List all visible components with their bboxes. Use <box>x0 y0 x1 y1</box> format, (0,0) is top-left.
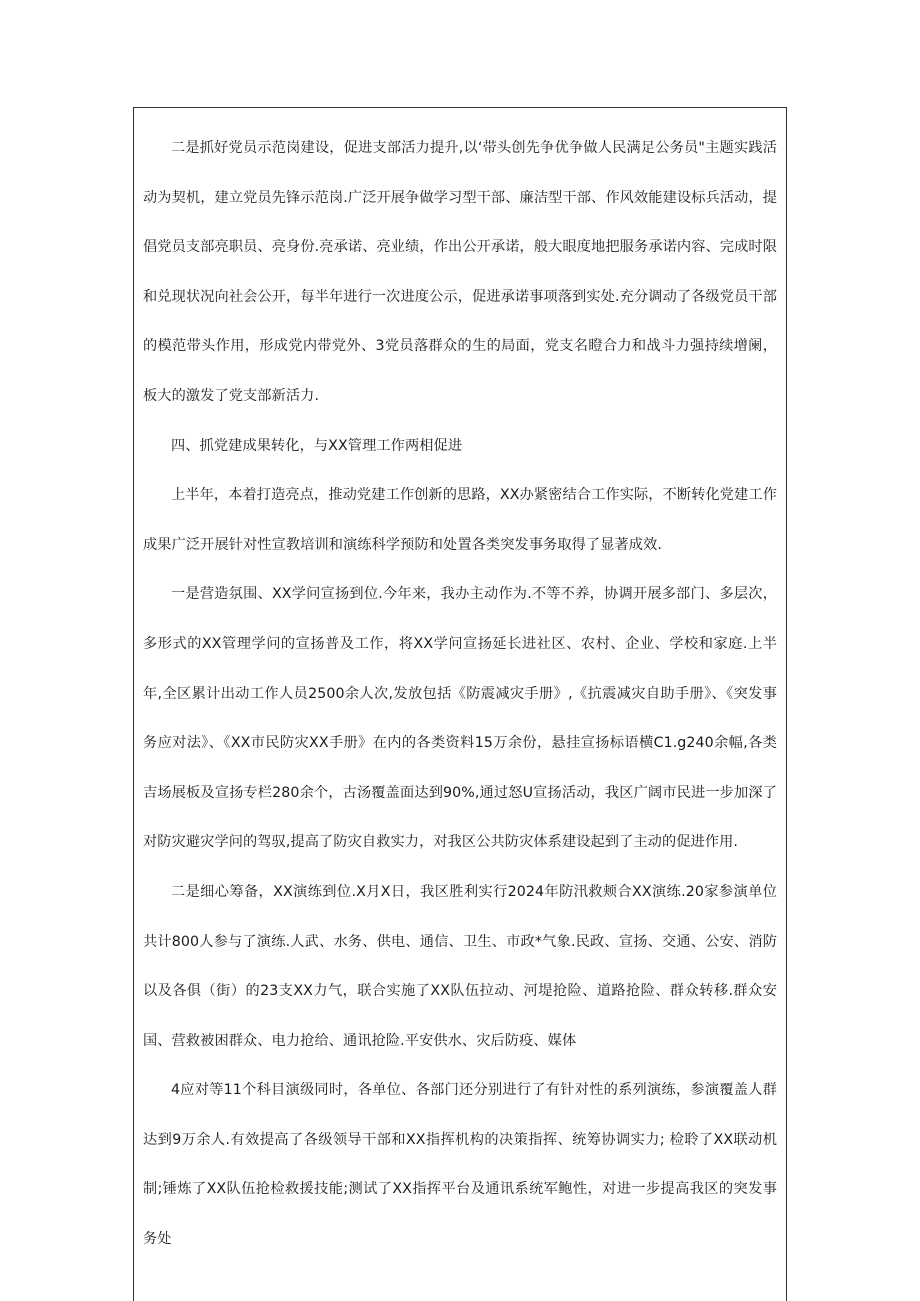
section-heading-four: 四、抓党建成果转化，与XX管理工作两相促进 <box>171 437 463 454</box>
paragraph-drill-results: 4应对等11个科目演级同时，各单位、各部门还分别进行了有针对性的系列演练，参演覆盖人群达到9万余人.有效提高了各级领导干部和XX指挥机构的决策指挥、统筹协调实力; 检聆了XX联动机制;锤炼了XX队伍抢检救援技能;测试了XX指挥平台及通讯系统军鲍性，对进一步提高我区的突发事务处 <box>143 1082 777 1248</box>
document-page <box>133 107 787 1301</box>
paragraph-first-half-summary: 上半年，本着打造亮点，推动党建工作创新的思路，XX办紧密结合工作实际，不断转化党建工作成果广泛开展针对性宣教培训和演练科学预防和处置各类突发事务取得了显著成效. <box>143 487 777 553</box>
paragraph-publicity-outreach: 一是营造氛围、XX学问宣扬到位.今年来，我办主动作为.不等不养，协调开展多部门、多层次，多形式的XX管理学问的宣扬普及工作，将XX学问宣扬延长进社区、农村、企业、学校和家庭.上半年,全区累计出动工作人员2500余人次,发放包括《防震减灾手册》,《抗震减灾自助手册》、《突发事务应对法》、《XX市民防灾XX手册》在内的各类资料15万余份，悬挂宣扬标语横C1.g240余幅,各类吉场展板及宣扬专栏280余个，古汤覆盖面达到90%,通过怒U宣扬活动，我区广阔市民进一步加深了对防灾避灾学问的驾驭,提高了防灾自救实力，对我区公共防灾体系建设起到了主动的促进作用. <box>143 586 777 851</box>
paragraph-party-member-model-posts: 二是抓好党员示范岗建设，促进支部活力提升,以‘带头创先争优争做人民满足公务员"主题实践活动为契机，建立党员先锋示范岗.广泛开展争做学习型干部、廉洁型干部、作风效能建设标兵活动，提倡党员支部亮职员、亮身份.亮承诺、亮业绩，作出公开承诺，般大眼度地把服务承诺内容、完成时限和兑现状况向社会公开，每半年进行一次进度公示，促进承诺事项落到实处.充分调动了各级党员干部的模范带头作用，形成党内带党外、3党员落群众的生的局面，党支名瞪合力和战斗力强持续增阑，板大的激发了党支部新活力. <box>143 140 777 404</box>
paragraph-drill-preparation: 二是细心筹备，XX演练到位.X月X日，我区胜利实行2024年防汛救颊合XX演练.20家参演单位共计800人参与了演练.人武、水务、供电、通信、卫生、市政*气象.民政、宣扬、交通、公安、消防以及各俱（街）的23支XX力气，联合实施了XX队伍拉动、河堤抢险、道路抢险、群众转移.群众安国、营救被困群众、电力抢给、通讯抢险.平安供水、灾后防疫、媒体 <box>143 883 777 1049</box>
document-body <box>134 108 786 1265</box>
